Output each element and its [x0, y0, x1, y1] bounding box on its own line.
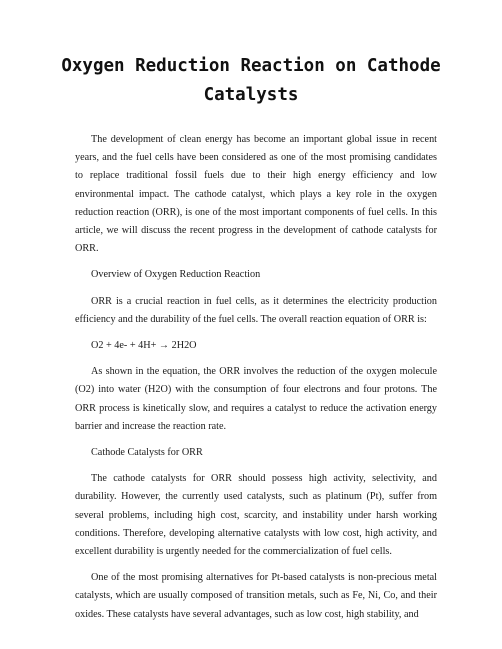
- document-title: Oxygen Reduction Reaction on Cathode Catalysts: [61, 56, 441, 105]
- document-body: [75, 131, 437, 632]
- paragraph-non-precious-metals: One of the most promising alternatives for Pt-based catalysts is non-precious metal catalysts, which are usually composed of transition metals, such as Fe, Ni, Co, and their oxides. These catalysts have several advantages, such as low cost, high stability, and: [75, 572, 437, 620]
- paragraph-intro: The development of clean energy has become an important global issue in recent years, and the fuel cells have been considered as one of the most promising candidates to replace traditional fossil fuels due to their high energy efficiency and low environmental impact. The cathode catalyst, which plays a key role in the oxygen reduction reaction (ORR), is one of the most important components of fuel cells. In this article, we will discuss the recent progress in the development of cathode catalysts for ORR.: [75, 134, 437, 255]
- section-heading-cathode-catalysts: Cathode Catalysts for ORR: [91, 447, 203, 459]
- reaction-equation: O2 + 4e- + 4H+ → 2H2O: [91, 340, 197, 352]
- section-heading-overview: Overview of Oxygen Reduction Reaction: [91, 269, 261, 281]
- paragraph-equation-explained: As shown in the equation, the ORR involves the reduction of the oxygen molecule (O2) into water (H2O) with the consumption of four electrons and four protons. The ORR process is kinetically slow, and requires a catalyst to reduce the activation energy barrier and increase the reaction rate.: [75, 366, 437, 432]
- paragraph-orr-crucial: ORR is a crucial reaction in fuel cells, as it determines the electricity production efficiency and the durability of the fuel cells. The overall reaction equation of ORR is:: [75, 295, 437, 325]
- paragraph-catalyst-requirements: The cathode catalysts for ORR should possess high activity, selectivity, and durability. However, the currently used catalysts, such as platinum (Pt), suffer from several problems, including high cost, scarcity, and instability under harsh working conditions. Therefore, developing alternative catalysts with low cost, high activity, and excellent durability is urgently needed for the commercialization of fuel cells.: [75, 473, 437, 558]
